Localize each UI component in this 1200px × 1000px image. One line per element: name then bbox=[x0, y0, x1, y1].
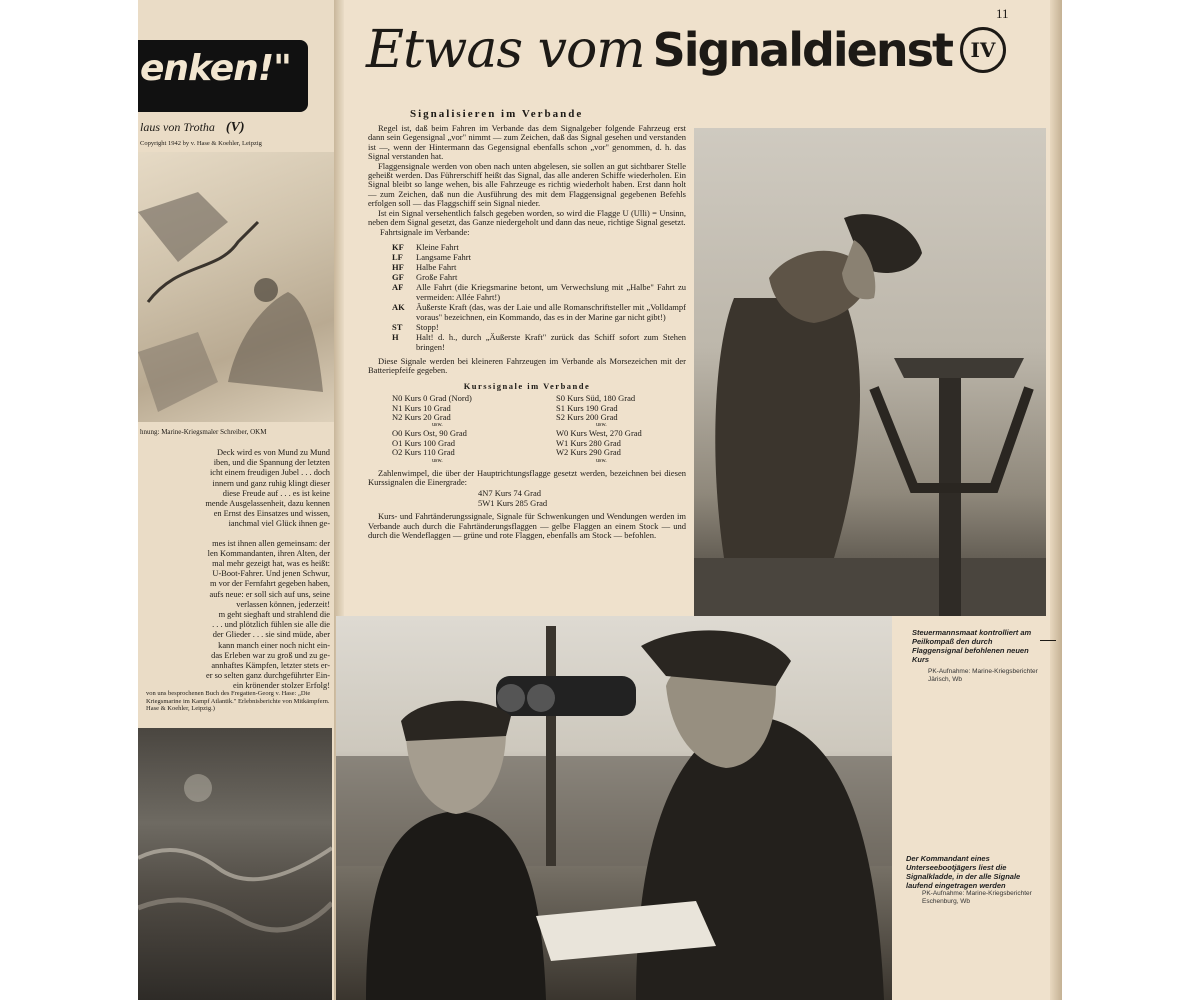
left-copyright: Copyright 1942 by v. Hase & Koehler, Leipzig bbox=[140, 140, 262, 147]
signal-text: Große Fahrt bbox=[416, 271, 458, 282]
photo-binoculars bbox=[336, 616, 892, 1000]
kurs-entry: O2 Kurs 110 Grad bbox=[392, 447, 455, 458]
kurs-entry: W1 Kurs 280 Grad bbox=[556, 437, 621, 448]
left-text-column bbox=[140, 448, 330, 692]
photo-compass bbox=[694, 128, 1046, 616]
left-line: ianchmal viel Glück ihnen ge- bbox=[228, 519, 330, 529]
signal-code: AK bbox=[392, 301, 405, 312]
section-heading: Signalisieren im Verbande bbox=[410, 108, 584, 120]
title-script: Etwas vom bbox=[366, 20, 645, 80]
left-footnote: von uns besprochenen Buch des Fregatten-Georg v. Hase: „Die Kriegsmarine im Kampf Atlantik." Erlebnisberichte von Mitkämpfern. Hase & Koehler, Leipzig.) bbox=[146, 690, 330, 713]
left-drawing bbox=[138, 152, 334, 422]
signal-code: HF bbox=[392, 261, 404, 272]
left-line: . . . und plötzlich fühlen sie alle die bbox=[212, 620, 330, 630]
caption-credit: PK-Aufnahme: Marine-Kriegsberichter Eschenburg, Wb bbox=[922, 890, 1032, 905]
fahrt-heading: Fahrtsignale im Verbande: bbox=[380, 227, 470, 238]
sketch-illustration bbox=[138, 152, 334, 422]
final-paragraph: Kurs- und Fahrtänderungssignale, Signale für Schwenkungen und Wendungen werden im Verbande auch durch die Fahrtänderungsflaggen — gelbe Flaggen an einem Stock — und durch die Wendeflaggen — grüne und rote Flaggen, ebenfalls am Stock — befohlen. bbox=[368, 511, 686, 540]
fahrt-signal bbox=[392, 262, 686, 272]
fahrt-signal bbox=[392, 252, 686, 262]
zahlenwimpel-examples bbox=[368, 489, 686, 508]
left-line: innern und ganz ruhig klingt dieser bbox=[212, 478, 330, 488]
paragraph: Ist ein Signal versehentlich falsch gegeben worden, so wird die Flagge U (Ulli) = Unsinn, neben dem Signal gesetzt, das Ganze niedergeholt und dann das neue, richtige Signal gesetzt. bbox=[368, 207, 686, 228]
left-line: icht einem freudigen Jubel . . . doch bbox=[209, 468, 330, 478]
left-line: m vor der Fernfahrt gegeben haben, bbox=[210, 579, 330, 589]
left-line: mes ist ihnen allen gemeinsam: der bbox=[212, 538, 330, 548]
left-author-name: laus von Trotha bbox=[140, 120, 215, 134]
signal-code: KF bbox=[392, 241, 404, 252]
zahlenwimpel-text: Zahlenwimpel, die über der Hauptrichtungsflagge gesetzt werden, bezeichnen bei diesen Kurssignalen die Einergrade: bbox=[368, 467, 686, 487]
fahrt-signal-list bbox=[368, 242, 686, 352]
title-numeral: IV bbox=[970, 38, 996, 62]
left-line: verlassen können, jederzeit! bbox=[236, 599, 330, 609]
fahrt-signal bbox=[392, 332, 686, 352]
morse-note: Diese Signale werden bei kleineren Fahrzeugen im Verbande als Morsezeichen mit der Batteriepfeife gegeben. bbox=[368, 355, 686, 376]
left-line: Deck wird es von Mund zu Mund bbox=[216, 448, 330, 457]
signal-code: ST bbox=[392, 321, 403, 332]
signal-text: Äußerste Kraft (das, was der Laie und alle Romanschriftsteller mit „Volldampf voraus" bezeichnen, ein Kommando, das es in der Marine gar nicht gibt!) bbox=[416, 301, 686, 322]
caption-text: Steuermannsmaat kontrolliert am Peilkompaß den durch Flaggensignal befohlenen neuen Kurs bbox=[912, 628, 1032, 664]
zahlenwimpel-entry: 4N7 Kurs 74 Grad bbox=[478, 488, 542, 499]
signal-text: Langsame Fahrt bbox=[416, 251, 471, 262]
kurs-entry: O0 Kurs Ost, 90 Grad bbox=[392, 428, 467, 439]
left-drawing-credit: hnung: Marine-Kriegsmaler Schreiber, OKM bbox=[140, 428, 267, 436]
signal-text: Alle Fahrt (die Kriegsmarine betont, um Verwechslung mit „Halbe" Fahrt zu vermeiden: Allée Fahrt!) bbox=[416, 281, 686, 302]
zahlenwimpel-entry: 5W1 Kurs 285 Grad bbox=[478, 497, 548, 508]
left-line: annhaftes Kämpfen, letzter stets er- bbox=[211, 661, 330, 671]
left-line: iben, und die Spannung der letzten bbox=[213, 458, 330, 468]
kurs-col-left bbox=[392, 394, 516, 464]
signal-code: H bbox=[392, 331, 399, 342]
kurs-entry: W2 Kurs 290 Grad bbox=[556, 447, 621, 458]
caption-compass bbox=[912, 628, 1042, 683]
left-title-fragment: enken!" bbox=[140, 48, 291, 89]
kurs-col-right bbox=[556, 394, 686, 464]
kurs-usw: usw. bbox=[596, 422, 607, 429]
fahrt-signal bbox=[392, 322, 686, 332]
paragraph: Flaggensignale werden von oben nach unten abgelesen, sie sollen an gut sichtbarer Stelle geheißt werden. Das Führerschiff heißt das Signal, das alle anderen Schiffe wiederholen. Ein Signal bleibt so lange wehen, bis alle Fahrzeuge es richtig wiederholt haben. Erst dann holt — zum Zeichen, daß nun die Ausführung des mit dem Flaggensignal gegebenen Befehls erfolgen soll — das Flaggschiff sein Signal nieder. bbox=[368, 160, 686, 209]
signal-code: LF bbox=[392, 251, 403, 262]
left-line: mal mehr gezeigt hat, was es heißt: bbox=[212, 559, 330, 569]
binocular-scene bbox=[336, 616, 892, 1000]
title-numeral-badge bbox=[960, 27, 1006, 73]
signal-code: AF bbox=[392, 281, 404, 292]
kurs-entry: O1 Kurs 100 Grad bbox=[392, 437, 456, 448]
left-line: m geht sieghaft und strahlend die bbox=[218, 610, 330, 620]
kurs-usw: usw. bbox=[432, 457, 443, 464]
left-line: en Ernst des Einsatzes und wissen, bbox=[213, 509, 330, 519]
left-line: aufs neue: er soll sich auf uns, seine bbox=[209, 589, 330, 599]
kurs-table bbox=[368, 394, 686, 464]
kurs-entry: S2 Kurs 200 Grad bbox=[556, 411, 618, 422]
fahrt-signal bbox=[392, 242, 686, 252]
left-line: kann manch einer noch nicht ein- bbox=[218, 640, 330, 650]
kurs-usw: usw. bbox=[432, 422, 443, 429]
kurs-entry: S1 Kurs 190 Grad bbox=[556, 402, 618, 413]
body-column bbox=[368, 124, 686, 540]
fahrt-signal bbox=[392, 302, 686, 322]
kurs-heading: Kurssignale im Verbande bbox=[463, 380, 591, 391]
left-line: das Erleben war zu groß und zu ge- bbox=[211, 650, 330, 660]
kurs-entry: S0 Kurs Süd, 180 Grad bbox=[556, 393, 636, 404]
left-line: der Glieder . . . sie sind müde, aber bbox=[212, 630, 330, 640]
signal-text: Kleine Fahrt bbox=[416, 241, 459, 252]
page-number: 11 bbox=[996, 6, 1009, 21]
caption-credit: PK-Aufnahme: Marine-Kriegsberichter Järisch, Wb bbox=[928, 668, 1038, 683]
signal-code: GF bbox=[392, 271, 404, 282]
signal-text: Halbe Fahrt bbox=[416, 261, 457, 272]
signal-text: Halt! d. h., durch „Äußerste Kraft" zurück das Schiff sofort zum Stehen bringen! bbox=[416, 331, 686, 352]
left-line: U-Boot-Fahrer. Und jenen Schwur, bbox=[212, 569, 330, 579]
fahrt-signal bbox=[392, 282, 686, 302]
caption-text: Der Kommandant eines Unterseebootjägers liest die Signalkladde, in der alle Signale laufend eingetragen werden bbox=[906, 854, 1021, 890]
left-line: er so selten ganz durchgeführter Ein- bbox=[206, 671, 330, 681]
kurs-entry: N2 Kurs 20 Grad bbox=[392, 411, 451, 422]
kurs-entry: N1 Kurs 10 Grad bbox=[392, 402, 451, 413]
left-author-part: (V) bbox=[225, 120, 245, 135]
kurs-usw: usw. bbox=[596, 457, 607, 464]
compass-scene bbox=[694, 128, 1046, 616]
fahrt-signal bbox=[392, 272, 686, 282]
left-line: len Kommandanten, ihren Alten, der bbox=[207, 548, 330, 558]
left-line: diese Freude auf . . . es ist keine bbox=[222, 488, 330, 498]
sea-waves bbox=[138, 728, 332, 1000]
left-sea-painting bbox=[138, 728, 332, 1000]
left-line: ein krönender stolzer Erfolg! bbox=[233, 681, 330, 691]
paragraph: Regel ist, daß beim Fahren im Verbande das dem Signalgeber folgende Fahrzeug erst dann sein Gegensignal „vor" nimmt — zum Zeichen, daß das Signal gesehen und verstanden ist —, wenn der Hintermann das Gegensignal ebenfalls schon „vor" genommen, d. h. das Signal verstanden hat. bbox=[368, 123, 686, 162]
kurs-entry: N0 Kurs 0 Grad (Nord) bbox=[392, 393, 472, 404]
left-line: mende Ausgelassenheit, dazu kennen bbox=[205, 499, 330, 509]
signal-text: Stopp! bbox=[416, 321, 439, 332]
right-page-edge bbox=[1050, 0, 1062, 1000]
caption-rule bbox=[1040, 640, 1056, 641]
kurs-entry: W0 Kurs West, 270 Grad bbox=[556, 428, 642, 439]
title-bold: Signaldienst bbox=[652, 23, 952, 77]
caption-binoculars bbox=[906, 854, 1046, 905]
article-title bbox=[366, 20, 1026, 110]
left-author bbox=[140, 120, 245, 136]
